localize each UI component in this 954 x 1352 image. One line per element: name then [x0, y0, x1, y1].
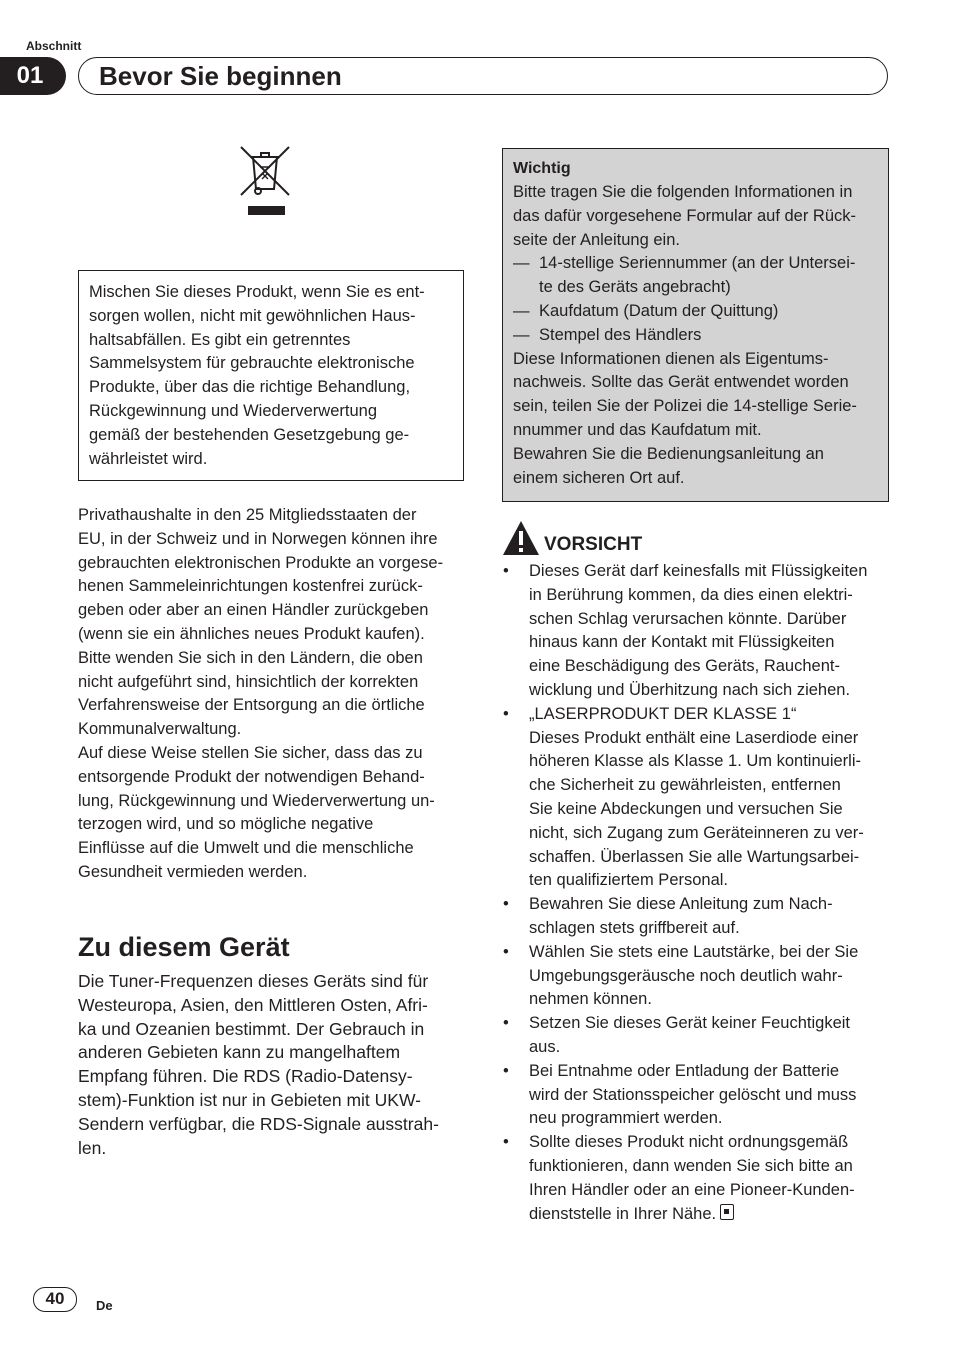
disposal-info-line: lung, Rückgewinnung und Wiederverwertung un-: [78, 791, 435, 810]
disposal-notice-box: [78, 270, 464, 481]
list-item: [513, 324, 878, 348]
list-item-line: höheren Klasse als Klasse 1. Um kontinuierli-: [529, 752, 861, 771]
bullet-marker: •: [503, 895, 509, 914]
about-unit-line: Sendern verfügbar, die RDS-Signale ausstrah-: [78, 1113, 439, 1134]
disposal-info-line: terzogen wird, und so mögliche negative: [78, 815, 374, 834]
disposal-info-line: Verfahrensweise der Entsorgung an die örtliche: [78, 696, 425, 715]
end-mark-icon: [720, 1204, 734, 1220]
list-item-line: nehmen können.: [529, 990, 652, 1009]
list-item-line: eine Beschädigung des Geräts, Rauchent-: [529, 657, 840, 676]
language-code: De: [96, 1298, 113, 1313]
about-unit-line: ka und Ozeanien bestimmt. Der Gebrauch in: [78, 1018, 425, 1039]
disposal-notice-line: haltsabfällen. Es gibt ein getrenntes: [89, 330, 351, 349]
disposal-info-line: gebrauchten elektronischen Produkte an vorgese-: [78, 553, 444, 572]
caution-heading: [502, 520, 642, 556]
list-item-line: te des Geräts angebracht): [539, 278, 731, 297]
list-item-line: Sollte dieses Produkt nicht ordnungsgemäß: [529, 1133, 849, 1152]
list-item-line: schaffen. Überlassen Sie alle Wartungsarbei-: [529, 847, 860, 866]
dash-marker: —: [513, 301, 530, 320]
dash-marker: —: [513, 254, 530, 273]
list-item: [502, 893, 892, 941]
about-unit-line: Empfang führen. Die RDS (Radio-Datensy-: [78, 1066, 413, 1087]
disposal-info-line: Gesundheit vermieden werden.: [78, 862, 308, 881]
bullet-marker: •: [503, 1014, 509, 1033]
about-unit-line: Die Tuner-Frequenzen dieses Geräts sind für: [78, 971, 429, 991]
list-item-line: Sie keine Abdeckungen und versuchen Sie: [529, 799, 843, 818]
list-item-line: Umgebungsgeräusche noch deutlich wahr-: [529, 966, 843, 985]
list-item-line: Wählen Sie stets eine Lautstärke, bei der Sie: [529, 942, 859, 961]
disposal-notice-line: Produkte, über das die richtige Behandlung,: [89, 378, 411, 397]
list-item-line: Bei Entnahme oder Entladung der Batterie: [529, 1061, 840, 1080]
bullet-marker: •: [503, 1133, 509, 1152]
bullet-marker: •: [503, 562, 509, 580]
bullet-marker: •: [503, 942, 509, 961]
bullet-marker: •: [503, 1061, 509, 1080]
important-notice-box: [502, 148, 889, 502]
important-outro-line: einem sicheren Ort auf.: [513, 468, 685, 487]
chapter-number-badge: 01: [0, 57, 66, 95]
important-intro-line: das dafür vorgesehene Formular auf der Rück-: [513, 206, 857, 225]
list-item-line: neu programmiert werden.: [529, 1109, 723, 1128]
list-item: [513, 252, 878, 300]
disposal-notice-line: gemäß der bestehenden Gesetzgebung ge-: [89, 425, 410, 444]
important-title: Wichtig: [513, 160, 571, 177]
disposal-notice-line: Mischen Sie dieses Produkt, wenn Sie es ent-: [89, 283, 425, 301]
disposal-info-line: Privathaushalte in den 25 Mitgliedsstaaten der: [78, 506, 417, 524]
important-outro-line: sein, teilen Sie der Polizei die 14-stellige Serie-: [513, 397, 857, 416]
list-item-line-last: [529, 1203, 855, 1227]
important-outro-line: Bewahren Sie die Bedienungsanleitung an: [513, 444, 824, 463]
dash-marker: —: [513, 325, 530, 344]
list-item-line: Ihren Händler oder an eine Pioneer-Kunden-: [529, 1180, 855, 1199]
list-item: [502, 1131, 892, 1226]
bullet-marker: •: [503, 704, 509, 723]
list-item-line: Dieses Gerät darf keinesfalls mit Flüssigkeiten: [529, 562, 868, 580]
list-item: [502, 560, 892, 703]
list-item: [502, 1060, 892, 1131]
disposal-info-line: Auf diese Weise stellen Sie sicher, dass das zu: [78, 743, 423, 762]
disposal-notice-line: Rückgewinnung und Wiederverwertung: [89, 401, 377, 420]
list-item-line: hinaus kann der Kontakt mit Flüssigkeiten: [529, 633, 835, 652]
list-item-line: nicht, sich Zugang zum Geräteinneren zu ver-: [529, 823, 864, 842]
crossed-out-wheelie-bin-icon: [238, 145, 292, 217]
list-item-line: 14-stellige Seriennummer (an der Untersei-: [539, 254, 856, 273]
list-item: [502, 1012, 892, 1060]
important-outro-line: nachweis. Sollte das Gerät entwendet worden: [513, 373, 849, 392]
important-outro-line: Diese Informationen dienen als Eigentums-: [513, 349, 829, 368]
list-item-line: Stempel des Händlers: [539, 325, 702, 344]
disposal-info-line: Bitte wenden Sie sich in den Ländern, die oben: [78, 648, 423, 667]
list-item-line: Dieses Produkt enthält eine Laserdiode einer: [529, 728, 859, 747]
about-unit-line: anderen Gebieten kann zu mangelhaftem: [78, 1042, 401, 1063]
list-item-line: Kaufdatum (Datum der Quittung): [539, 301, 779, 320]
list-item-line: Bewahren Sie diese Anleitung zum Nach-: [529, 895, 833, 914]
section-label: Abschnitt: [26, 39, 82, 53]
list-item-line: funktionieren, dann wenden Sie sich bitte an: [529, 1156, 853, 1175]
page-number: 40: [33, 1287, 77, 1312]
about-unit-paragraph: [78, 970, 468, 1160]
list-item-line: che Sicherheit zu gewährleisten, entfernen: [529, 776, 841, 795]
list-item-line: schlagen stets griffbereit auf.: [529, 918, 740, 937]
disposal-info-line: entsorgende Produkt der notwendigen Behand-: [78, 767, 425, 786]
disposal-info-line: Einflüsse auf die Umwelt und die menschliche: [78, 839, 414, 858]
about-unit-line: len.: [78, 1137, 107, 1158]
list-item: [513, 300, 878, 324]
important-intro-line: seite der Anleitung ein.: [513, 230, 680, 249]
list-item: [502, 703, 892, 893]
chapter-title: Bevor Sie beginnen: [78, 57, 888, 95]
about-unit-line: stem)-Funktion ist nur in Gebieten mit UKW-: [78, 1089, 421, 1110]
list-item-text: dienststelle in Ihrer Nähe.: [529, 1204, 717, 1223]
list-item-line: in Berührung kommen, da dies einen elektri-: [529, 585, 853, 604]
disposal-info-line: (wenn sie ein ähnliches neues Produkt kaufen).: [78, 624, 425, 643]
important-intro-line: Bitte tragen Sie die folgenden Informationen in: [513, 183, 853, 201]
disposal-info-line: nicht aufgeführt sind, hinsichtlich der korrekten: [78, 672, 419, 691]
list-item-line: aus.: [529, 1037, 561, 1056]
list-item-line: wicklung und Überhitzung nach sich ziehen.: [529, 680, 851, 699]
important-outro-line: nnummer und das Kaufdatum mit.: [513, 420, 762, 439]
about-unit-line: Westeuropa, Asien, den Mittleren Osten, Afri-: [78, 994, 428, 1015]
list-item: [502, 941, 892, 1012]
warning-triangle-icon: [502, 520, 540, 556]
disposal-notice-line: währleistet wird.: [89, 449, 208, 468]
list-item-line: ten qualifiziertem Personal.: [529, 871, 729, 890]
caution-title: VORSICHT: [544, 534, 643, 555]
disposal-info-line: Kommunalverwaltung.: [78, 720, 242, 739]
list-item-line: „LASERPRODUKT DER KLASSE 1“: [529, 704, 797, 723]
disposal-info-line: henen Sammeleinrichtungen kostenfrei zurück-: [78, 577, 423, 596]
disposal-info-paragraph: [78, 504, 468, 885]
caution-list: [502, 560, 892, 1226]
list-item-line: Setzen Sie dieses Gerät keiner Feuchtigkeit: [529, 1014, 851, 1033]
disposal-info-line: EU, in der Schweiz und in Norwegen können ihre: [78, 529, 438, 548]
disposal-notice-line: sorgen wollen, nicht mit gewöhnlichen Haus-: [89, 306, 416, 325]
section-heading-about-unit: Zu diesem Gerät: [78, 932, 290, 962]
disposal-info-line: geben oder aber an einen Händler zurückgeben: [78, 601, 429, 620]
disposal-notice-line: Sammelsystem für gebrauchte elektronische: [89, 354, 415, 373]
list-item-line: wird der Stationsspeicher gelöscht und muss: [529, 1085, 857, 1104]
list-item-line: schen Schlag verursachen könnte. Darüber: [529, 609, 847, 628]
